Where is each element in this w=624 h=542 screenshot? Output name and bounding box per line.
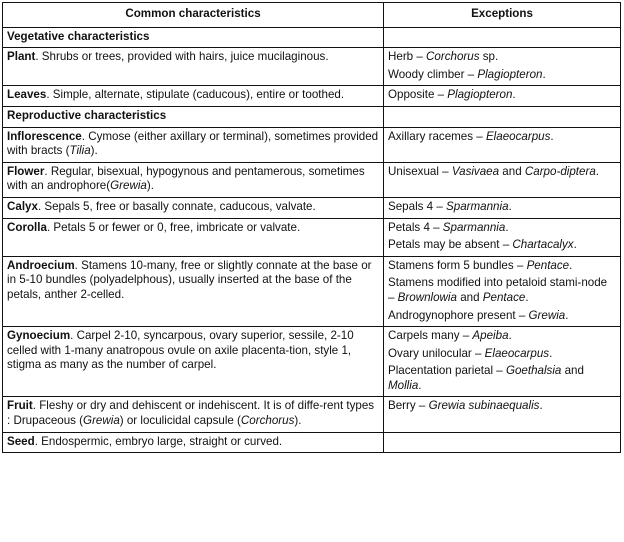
section-vegetative: Vegetative characteristics [3, 27, 384, 48]
inflorescence-exceptions [384, 127, 621, 162]
leaves-exceptions [384, 86, 621, 107]
calyx-exceptions [384, 197, 621, 218]
fruit-exceptions [384, 397, 621, 432]
taxon-name: Grewia [528, 308, 566, 322]
term: Inflorescence [7, 129, 82, 143]
description: . Fleshy or dry and dehiscent or indehiscent. It is of diffe-rent types : Drupaceous ( [7, 399, 375, 428]
exception-item [388, 165, 616, 180]
table-row-leaves [3, 86, 621, 107]
seed-exceptions [384, 432, 621, 453]
description: ). [146, 179, 154, 193]
taxon-name: Goethalsia [505, 364, 562, 378]
description: . Sepals 5, free or basally connate, caducous, valvate. [37, 199, 316, 213]
term: Calyx [7, 199, 38, 213]
corolla-exceptions [384, 218, 621, 256]
section-row-reproductive [3, 106, 621, 127]
table-row-corolla [3, 218, 621, 256]
exception-text: . [565, 308, 569, 322]
exception-text: . [505, 220, 509, 234]
taxon-name: Grewia subinaequalis [428, 399, 540, 413]
exception-text: . [525, 290, 529, 304]
exception-text: . [508, 199, 512, 213]
table-row-calyx [3, 197, 621, 218]
exception-text: Sepals 4 – [388, 199, 447, 213]
inflorescence-description [3, 127, 384, 162]
exception-item [388, 329, 616, 344]
header-common: Common characteristics [3, 3, 384, 28]
table-row-seed [3, 432, 621, 453]
term: Seed [7, 434, 35, 448]
plant-exceptions [384, 48, 621, 86]
header-row [3, 3, 621, 28]
exception-item [388, 399, 616, 414]
description: . Carpel 2-10, syncarpous, ovary superior, sessile, 2-10 celled with 1-many anatropous ovule on axile placenta-tion, style 1, stigma as many as the number of carpel. [7, 329, 354, 372]
taxon-name: Sparmannia [446, 199, 509, 213]
taxon-name: Vasivaea [451, 164, 500, 178]
exception-text: Ovary unilocular – [388, 346, 485, 360]
exception-text: Opposite – [388, 88, 448, 102]
taxon-name: Chartacalyx [512, 238, 574, 252]
exception-item [388, 50, 616, 65]
exception-text: Unisexual – [388, 164, 452, 178]
term: Plant [7, 50, 36, 64]
exception-text: Herb – [388, 50, 427, 64]
description: ). [294, 414, 302, 428]
taxon-name: Plagiopteron [447, 88, 513, 102]
taxon-name: Sparmannia [442, 220, 506, 234]
seed-description [3, 432, 384, 453]
table-row-androecium [3, 256, 621, 326]
description: . Endospermic, embryo large, straight or curved. [34, 434, 283, 448]
description: ). [90, 144, 98, 158]
androecium-exceptions [384, 256, 621, 326]
exception-text: and [456, 290, 483, 304]
exception-text: . [508, 329, 512, 343]
exception-item [388, 276, 616, 305]
calyx-description [3, 197, 384, 218]
taxon-name: Grewia [110, 179, 147, 193]
term: Corolla [7, 220, 47, 234]
exception-text: Carpels many – [388, 329, 473, 343]
exception-text: Berry – [388, 399, 429, 413]
term: Androecium [7, 258, 75, 272]
section-reproductive-empty [384, 106, 621, 127]
corolla-description [3, 218, 384, 256]
exception-item [388, 309, 616, 324]
exception-text: sp. [479, 50, 499, 64]
header-exceptions: Exceptions [384, 3, 621, 28]
exception-text: Stamens form 5 bundles – [388, 258, 527, 272]
exception-text: Petals may be absent – [388, 238, 513, 252]
gynoecium-exceptions [384, 327, 621, 397]
exception-item [388, 130, 616, 145]
term: Leaves [7, 88, 47, 102]
taxon-name: Apeiba [472, 329, 509, 343]
description: . Shrubs or trees, provided with hairs, juice mucilaginous. [35, 50, 329, 64]
exception-text: . [595, 164, 599, 178]
exception-text: and [561, 364, 584, 378]
exception-item [388, 221, 616, 236]
taxon-name: Brownlowia [397, 290, 457, 304]
table-row-inflorescence [3, 127, 621, 162]
exception-text: . [512, 88, 516, 102]
taxon-name: Grewia [83, 414, 120, 428]
exception-text: Placentation parietal – [388, 364, 506, 378]
table-row-fruit [3, 397, 621, 432]
taxon-name: Mollia [388, 378, 419, 392]
taxon-name: Pentace [526, 258, 570, 272]
exception-text: . [418, 378, 422, 392]
exception-text: Woody climber – [388, 67, 478, 81]
table-row-flower [3, 162, 621, 197]
taxon-name: Corchorus [240, 414, 295, 428]
exception-text: Petals 4 – [388, 220, 443, 234]
term: Gynoecium [7, 329, 71, 343]
description: . Stamens 10-many, free or slightly connate at the base or in 5-10 bundles (polyadelphous), usually inserted at the base of the petals, anther 2-celled. [7, 258, 372, 301]
term: Flower [7, 164, 45, 178]
description: . Cymose (either axillary or terminal), sometimes provided with bracts ( [7, 129, 379, 158]
exception-item [388, 347, 616, 362]
exception-item [388, 68, 616, 83]
exception-item [388, 238, 616, 253]
table-row-plant [3, 48, 621, 86]
exception-text: . [539, 399, 543, 413]
exception-item [388, 364, 616, 393]
taxon-name: Pentace [482, 290, 526, 304]
description: ) or loculicidal capsule ( [119, 414, 241, 428]
exception-text: Axillary racemes – [388, 129, 486, 143]
taxon-name: Tilia [69, 144, 91, 158]
androecium-description [3, 256, 384, 326]
taxon-name: Carpo-diptera [524, 164, 596, 178]
exception-text: . [573, 238, 577, 252]
taxon-name: Elaeocarpus [485, 129, 551, 143]
description: . Simple, alternate, stipulate (caducous), entire or toothed. [46, 88, 345, 102]
exception-text: . [549, 346, 553, 360]
section-vegetative-empty [384, 27, 621, 48]
flower-exceptions [384, 162, 621, 197]
exception-item [388, 259, 616, 274]
fruit-description [3, 397, 384, 432]
exception-text: . [569, 258, 573, 272]
leaves-description [3, 86, 384, 107]
exception-text: and [499, 164, 525, 178]
exception-text: Androgynophore present – [388, 308, 529, 322]
section-reproductive: Reproductive characteristics [3, 106, 384, 127]
flower-description [3, 162, 384, 197]
section-row-vegetative [3, 27, 621, 48]
exception-item [388, 200, 616, 215]
plant-description [3, 48, 384, 86]
gynoecium-description [3, 327, 384, 397]
description: . Regular, bisexual, hypogynous and pentamerous, sometimes with an androphore( [7, 164, 365, 193]
description: . Petals 5 or fewer or 0, free, imbricate or valvate. [46, 220, 301, 234]
exception-text: . [542, 67, 546, 81]
exception-text: . [550, 129, 554, 143]
exception-text: Stamens modified into petaloid stami-node – [388, 276, 608, 304]
taxon-name: Plagiopteron [477, 67, 543, 81]
table-row-gynoecium [3, 327, 621, 397]
taxon-name: Elaeocarpus [484, 346, 550, 360]
taxon-name: Corchorus [426, 50, 480, 64]
term: Fruit [7, 399, 33, 413]
exception-item [388, 88, 616, 103]
characteristics-table [2, 2, 621, 453]
